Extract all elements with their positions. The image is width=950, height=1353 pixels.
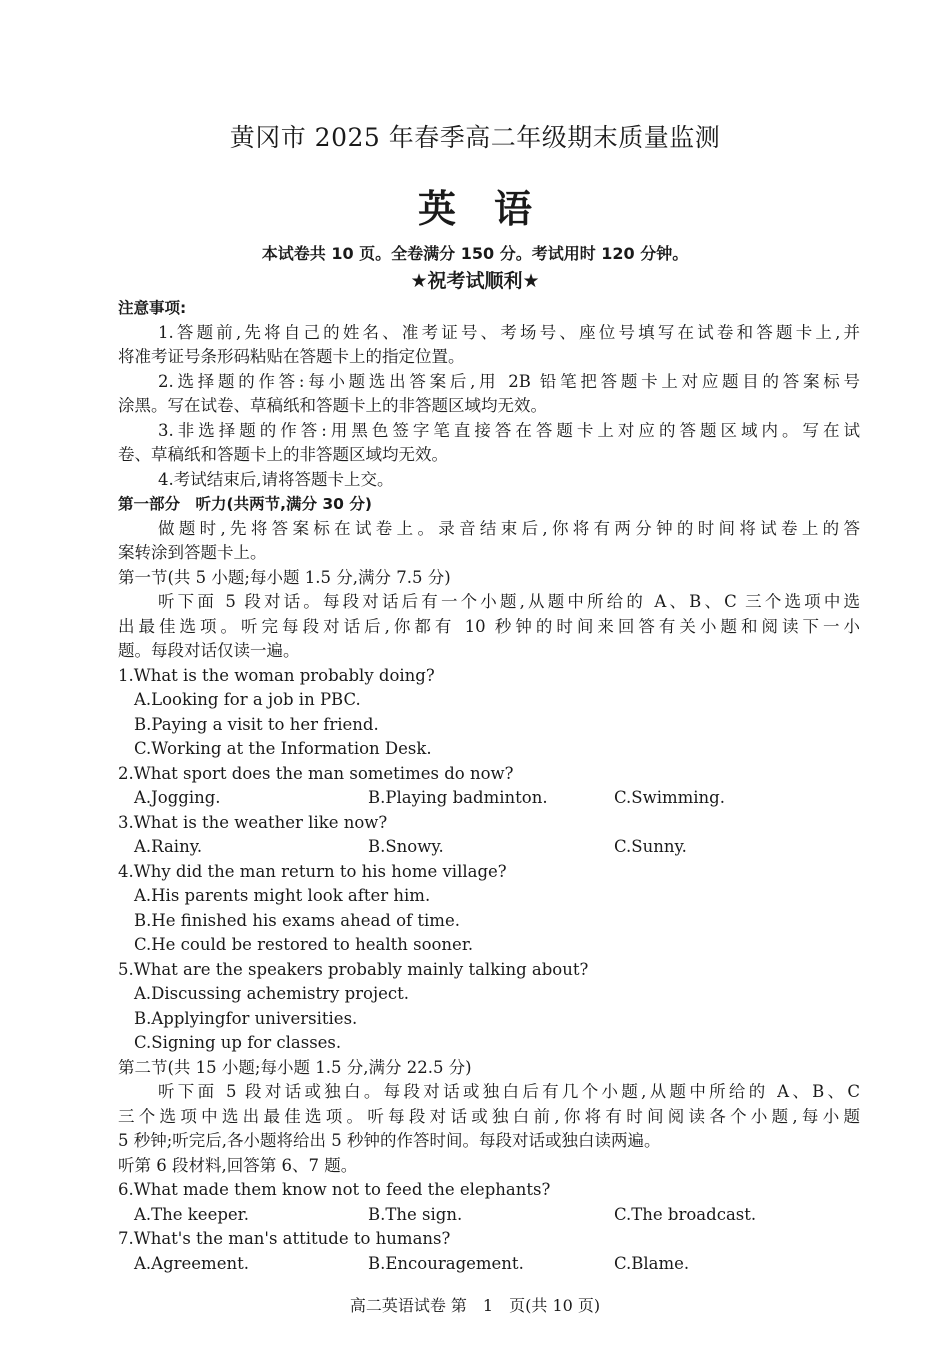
notice-line: 涂黑。写在试卷、草稿纸和答题卡上的非答题区域均无效。 (118, 396, 547, 415)
section2-heading: 第二节(共 15 小题;每小题 1.5 分,满分 22.5 分) (118, 1057, 472, 1077)
question-3-option-a: A.Rainy. (134, 837, 203, 856)
question-1-option-c: C.Working at the Information Desk. (134, 739, 432, 758)
section1-heading: 第一节(共 5 小题;每小题 1.5 分,满分 7.5 分) (118, 567, 451, 587)
question-6-option-b: B.The sign. (368, 1204, 463, 1224)
part1-heading: 第一部分 听力(共两节,满分 30 分) (118, 495, 372, 513)
section1-intro: 出最佳选项。听完每段对话后,你都有 10 秒钟的时间来回答有关小题和阅读下一小 (118, 616, 860, 636)
question-2-option-a: A.Jogging. (134, 788, 221, 807)
question-3-stem: 3.What is the weather like now? (118, 812, 388, 832)
section1-intro: 题。每段对话仅读一遍。 (118, 641, 300, 660)
question-2-option-b: B.Playing badminton. (368, 788, 548, 807)
question-2-stem: 2.What sport does the man sometimes do now? (118, 763, 514, 783)
notice-line: 4.考试结束后,请将答题卡上交。 (158, 469, 394, 489)
page-footer: 高二英语试卷 第 1 页(共 10 页) (349, 1296, 601, 1315)
section2-intro: 听下面 5 段对话或独白。每段对话或独白后有几个小题,从题中所给的 A、B、C (158, 1082, 860, 1101)
question-7-option-b: B.Encouragement. (368, 1253, 524, 1273)
section2-intro: 三个选项中选出最佳选项。听每段对话或独白前,你将有时间阅读各个小题,每小题 (118, 1106, 860, 1126)
question-5-stem: 5.What are the speakers probably mainly talking about? (118, 959, 589, 979)
question-7-options (118, 1252, 860, 1277)
exam-content (118, 296, 860, 1276)
section1-intro: 听下面 5 段对话。每段对话后有一个小题,从题中所给的 A、B、C 三个选项中选 (158, 592, 860, 611)
question-1-stem: 1.What is the woman probably doing? (118, 665, 435, 685)
question-4-stem: 4.Why did the man return to his home village? (118, 861, 507, 881)
question-1-option-b: B.Paying a visit to her friend. (134, 714, 379, 734)
question-4-option-c: C.He could be restored to health sooner. (134, 935, 474, 954)
question-5-option-a: A.Discussing achemistry project. (134, 984, 409, 1003)
notice-line: 3.非选择题的作答:用黑色签字笔直接答在答题卡上对应的答题区域内。写在试 (158, 420, 860, 440)
question-5-option-b: B.Applyingfor universities. (134, 1008, 358, 1028)
question-4-option-a: A.His parents might look after him. (134, 886, 431, 905)
question-5-option-c: C.Signing up for classes. (134, 1033, 342, 1052)
notice-line: 1.答题前,先将自己的姓名、准考证号、考场号、座位号填写在试卷和答题卡上,并 (158, 322, 860, 342)
question-6-stem: 6.What made them know not to feed the elephants? (118, 1180, 551, 1199)
question-2-options (118, 786, 860, 811)
notice-heading: 注意事项: (118, 299, 187, 317)
part1-intro: 案转涂到答题卡上。 (118, 543, 267, 562)
question-3-options (118, 835, 860, 860)
exam-info: 本试卷共 10 页。全卷满分 150 分。考试用时 120 分钟。 (261, 244, 689, 263)
question-3-option-c: C.Sunny. (614, 837, 687, 856)
notice-line: 2.选择题的作答:每小题选出答案后,用 2B 铅笔把答题卡上对应题目的答案标号 (158, 371, 860, 391)
subject-heading: 英语 (417, 187, 570, 231)
material-6-instruction: 听第 6 段材料,回答第 6、7 题。 (118, 1155, 358, 1175)
question-7-stem: 7.What's the man's attitude to humans? (118, 1229, 451, 1248)
question-2-option-c: C.Swimming. (614, 788, 725, 807)
part1-intro: 做题时,先将答案标在试卷上。录音结束后,你将有两分钟的时间将试卷上的答 (158, 518, 860, 538)
good-luck-banner: ★祝考试顺利★ (410, 270, 540, 292)
question-6-options (118, 1203, 860, 1228)
question-4-option-b: B.He finished his exams ahead of time. (134, 910, 460, 930)
notice-line: 卷、草稿纸和答题卡上的非答题区域均无效。 (118, 445, 448, 464)
exam-title: 黄冈市 2025 年春季高二年级期末质量监测 (229, 123, 721, 152)
section2-intro: 5 秒钟;听完后,各小题将给出 5 秒钟的作答时间。每段对话或独白读两遍。 (118, 1131, 661, 1150)
question-3-option-b: B.Snowy. (368, 837, 444, 856)
notice-line: 将准考证号条形码粘贴在答题卡上的指定位置。 (118, 347, 465, 366)
question-1-option-a: A.Looking for a job in PBC. (134, 690, 361, 709)
question-6-option-c: C.The broadcast. (614, 1204, 757, 1224)
question-7-option-a: A.Agreement. (134, 1253, 249, 1273)
question-6-option-a: A.The keeper. (134, 1204, 249, 1224)
question-7-option-c: C.Blame. (614, 1253, 690, 1273)
